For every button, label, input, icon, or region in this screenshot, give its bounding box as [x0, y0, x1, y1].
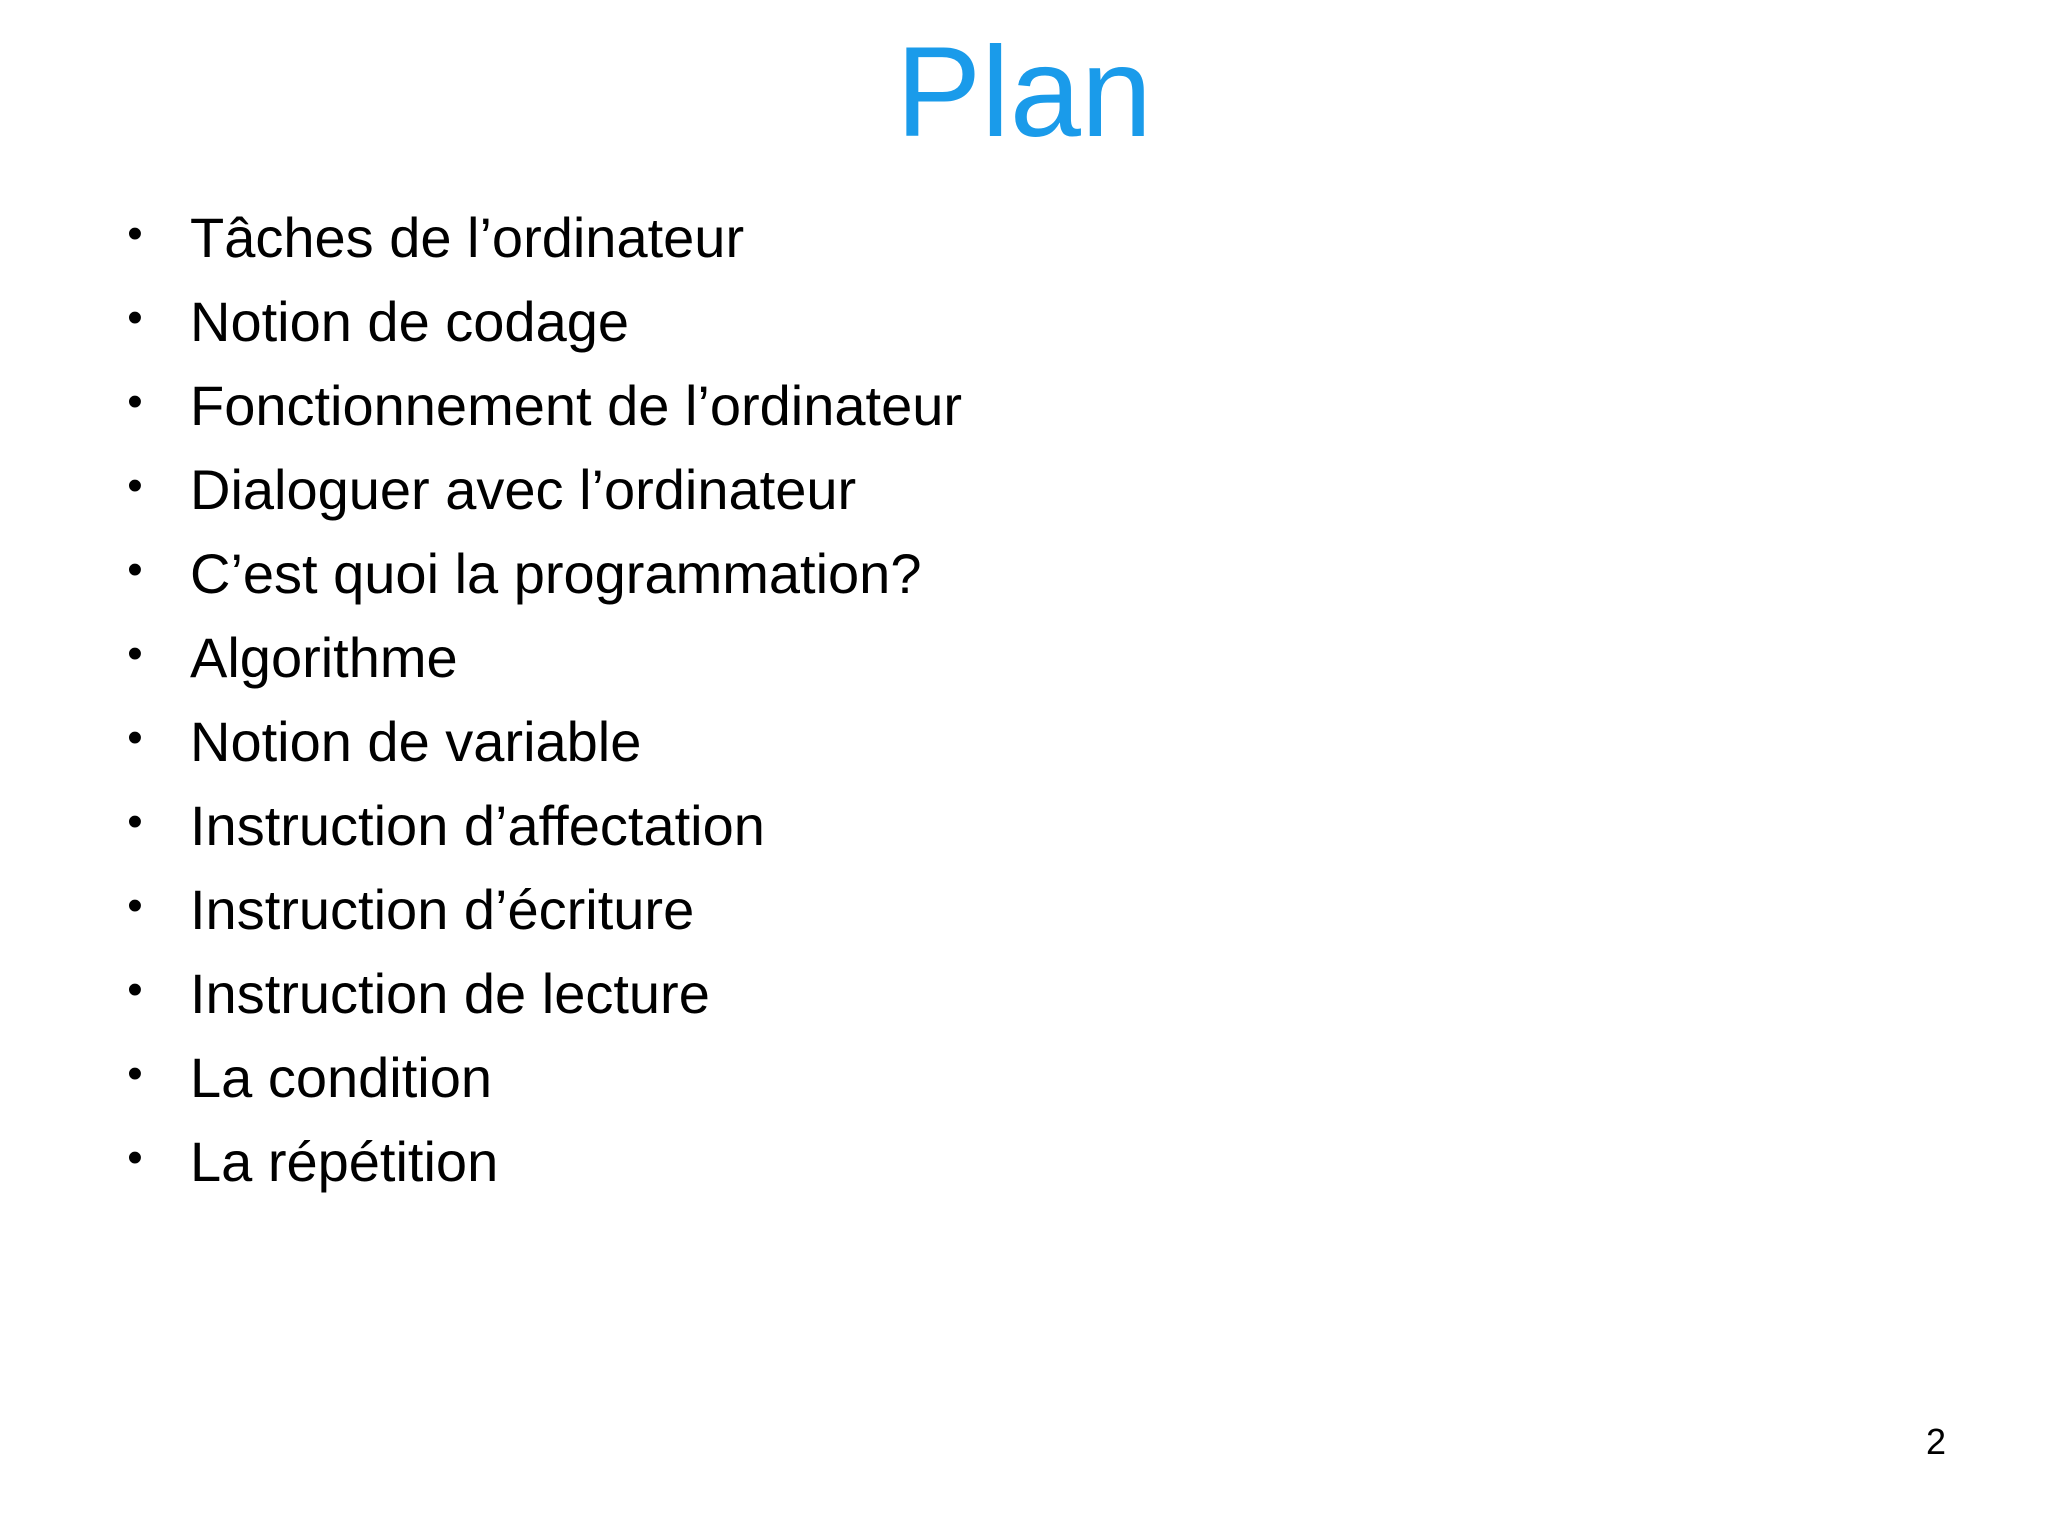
bullet-text: Fonctionnement de l’ordinateur [190, 374, 963, 437]
bullet-text: Algorithme [190, 626, 458, 689]
bullet-text: Dialoguer avec l’ordinateur [190, 458, 857, 521]
bullet-icon: • [127, 209, 143, 258]
bullet-icon: • [127, 461, 143, 510]
bullet-text: La condition [190, 1046, 493, 1109]
bullet-text: Notion de codage [190, 290, 630, 353]
bullet-icon: • [127, 965, 143, 1014]
bullet-text: Instruction d’affectation [190, 794, 765, 857]
bullet-icon: • [127, 881, 143, 930]
bullet-icon: • [127, 377, 143, 426]
bullet-text: Instruction de lecture [190, 962, 710, 1025]
page-number: 2 [1925, 1421, 1946, 1462]
bullet-text: La répétition [190, 1130, 499, 1193]
bullet-text: Notion de variable [190, 710, 642, 773]
bullet-icon: • [127, 293, 143, 342]
bullet-icon: • [127, 545, 143, 594]
bullet-text: Instruction d’écriture [190, 878, 695, 941]
bullet-text: Tâches de l’ordinateur [190, 206, 745, 269]
bullet-text: C’est quoi la programmation? [190, 542, 922, 605]
bullet-icon: • [127, 797, 143, 846]
bullet-icon: • [127, 1133, 143, 1182]
slide-title: Plan [895, 21, 1153, 164]
bullet-icon: • [127, 629, 143, 678]
bullet-icon: • [127, 713, 143, 762]
bullet-icon: • [127, 1049, 143, 1098]
